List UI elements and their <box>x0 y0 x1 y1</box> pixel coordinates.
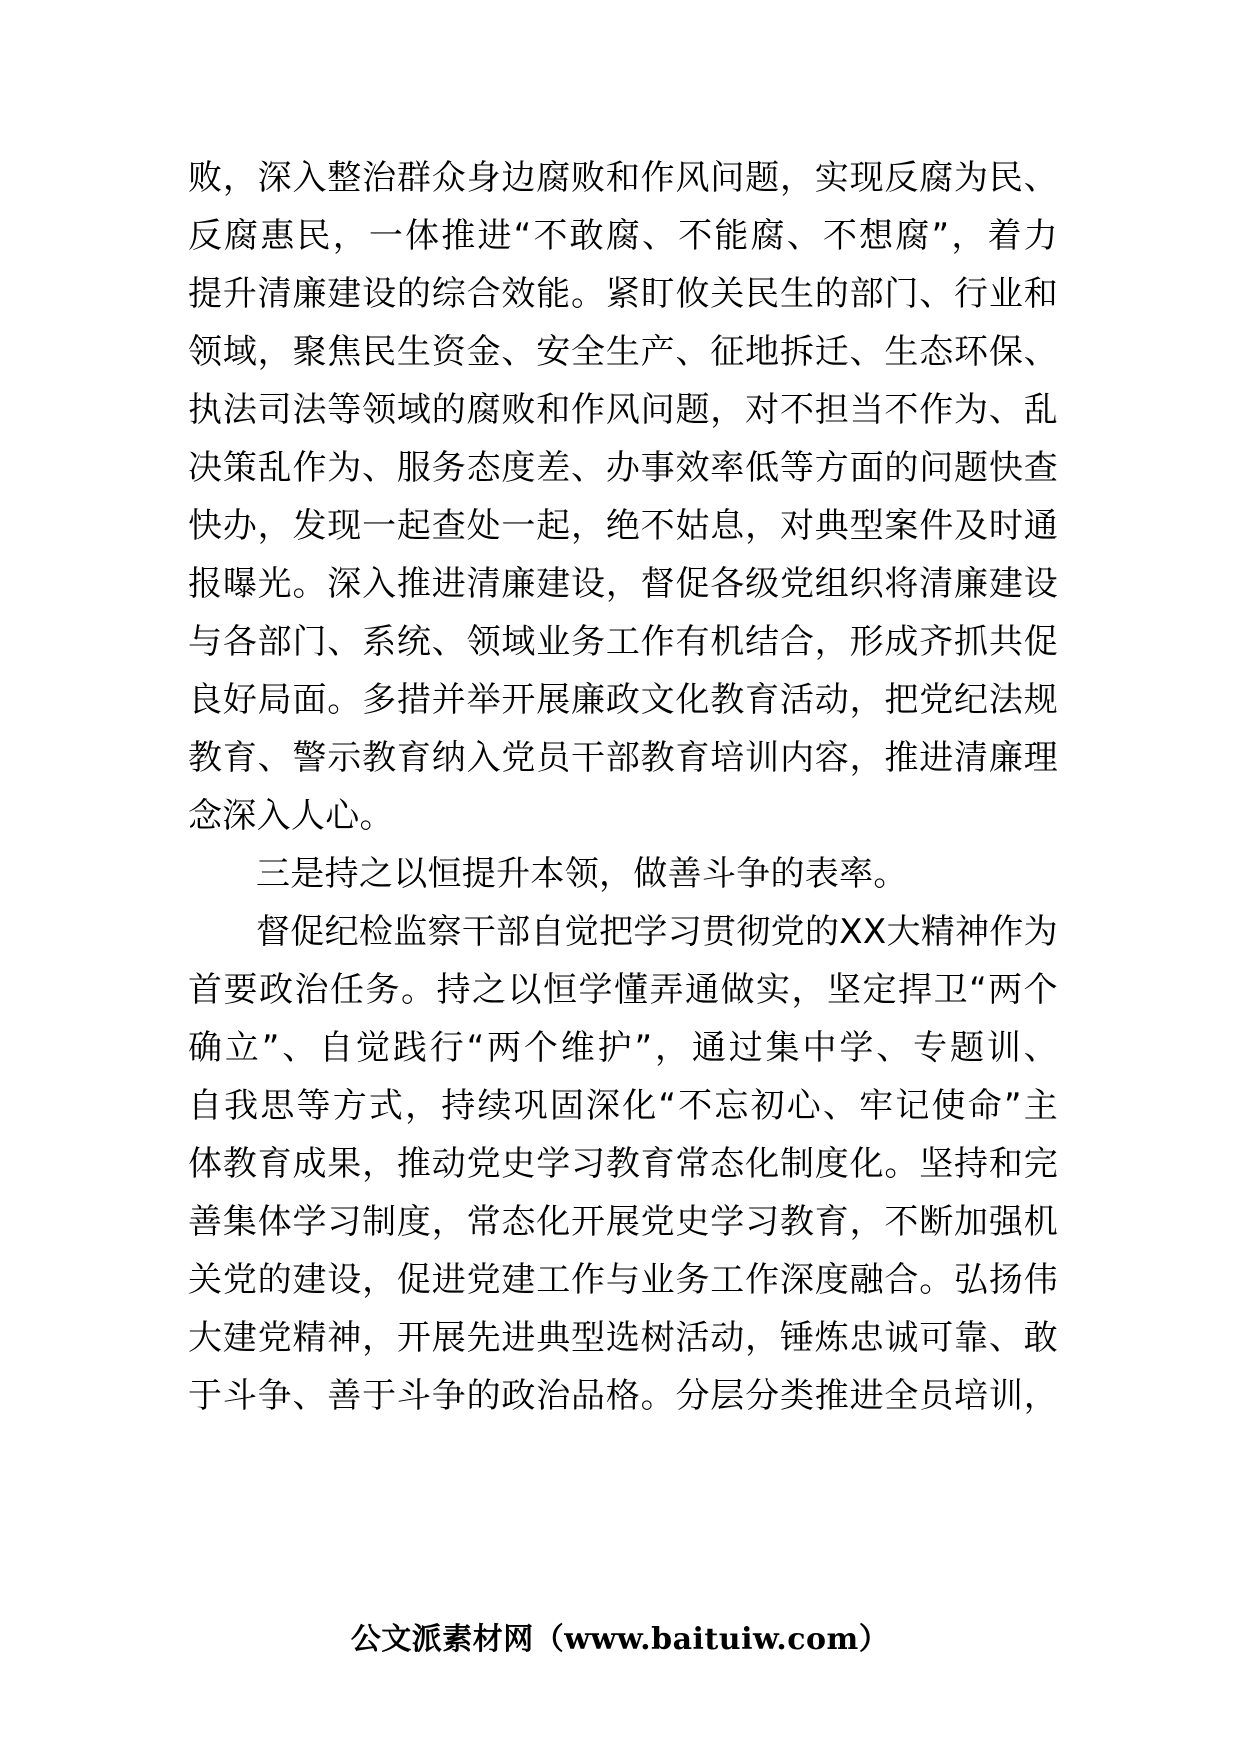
body-line-10: 良好局面。多措并举开展廉政文化教育活动，把党纪法规 <box>188 680 1058 720</box>
body-line-8: 报曝光。深入推进清廉建设，督促各级党组织将清廉建设 <box>188 564 1058 604</box>
body-line-14: 督促纪检监察干部自觉把学习贯彻党的XX大精神作为 <box>256 912 1058 952</box>
body-line-22: 于斗争、善于斗争的政治品格。分层分类推进全员培训， <box>188 1376 1058 1416</box>
body-line-19: 善集体学习制度，常态化开展党史学习教育，不断加强机 <box>188 1202 1058 1242</box>
body-line-1: 败，深入整治群众身边腐败和作风问题，实现反腐为民、 <box>188 158 1058 198</box>
body-line-17: 自我思等方式，持续巩固深化“不忘初心、牢记使命”主 <box>188 1086 1058 1126</box>
body-line-12: 念深入人心。 <box>188 796 394 836</box>
body-line-15: 首要政治任务。持之以恒学懂弄通做实，坚定捍卫“两个 <box>188 970 1058 1010</box>
footer-watermark-text: 公文派素材网（www.baituiw.com） <box>350 1622 890 1657</box>
body-line-6: 决策乱作为、服务态度差、办事效率低等方面的问题快查 <box>188 448 1058 488</box>
body-line-11: 教育、警示教育纳入党员干部教育培训内容，推进清廉理 <box>188 738 1058 778</box>
section-heading: 三是持之以恒提升本领，做善斗争的表率。 <box>256 854 908 894</box>
body-line-7: 快办，发现一起查处一起，绝不姑息，对典型案件及时通 <box>188 506 1058 546</box>
body-line-21: 大建党精神，开展先进典型选树活动，锤炼忠诚可靠、敢 <box>188 1318 1058 1358</box>
body-line-18: 体教育成果，推动党史学习教育常态化制度化。坚持和完 <box>188 1144 1058 1184</box>
body-line-3: 提升清廉建设的综合效能。紧盯攸关民生的部门、行业和 <box>188 274 1058 314</box>
body-line-16: 确立”、自觉践行“两个维护”，通过集中学、专题训、 <box>188 1028 1058 1068</box>
body-line-5: 执法司法等领域的腐败和作风问题，对不担当不作为、乱 <box>188 390 1058 430</box>
body-line-9: 与各部门、系统、领域业务工作有机结合，形成齐抓共促 <box>188 622 1058 662</box>
body-line-2: 反腐惠民，一体推进“不敢腐、不能腐、不想腐”，着力 <box>188 216 1058 256</box>
body-line-4: 领域，聚焦民生资金、安全生产、征地拆迁、生态环保、 <box>188 332 1058 372</box>
body-line-20: 关党的建设，促进党建工作与业务工作深度融合。弘扬伟 <box>188 1260 1058 1300</box>
